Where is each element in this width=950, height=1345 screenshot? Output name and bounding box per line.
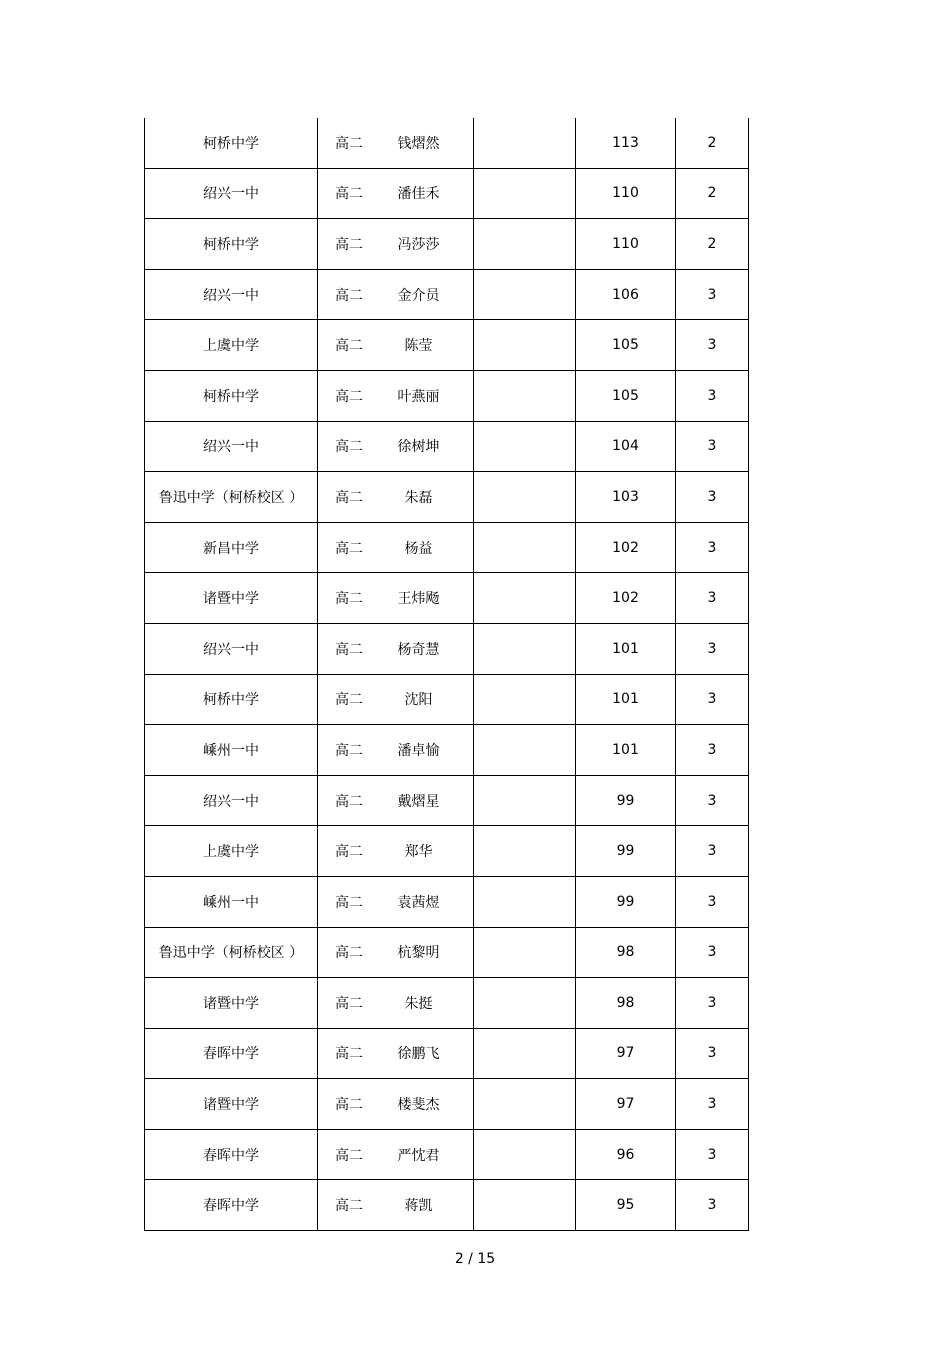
level-cell: 3 [676,1129,749,1180]
blank-cell [474,927,576,978]
school-cell: 春晖中学 [145,1028,318,1079]
table-row [145,1129,749,1180]
table-row [145,1079,749,1130]
grade-text: 高二 [335,439,363,456]
page-number: 2 / 15 [454,1251,496,1267]
level-cell: 3 [676,978,749,1029]
level-cell: 3 [676,876,749,927]
grade-name-cell [318,1129,474,1180]
grade-name-cell [318,219,474,270]
blank-cell [474,573,576,624]
grade-name-cell [318,421,474,472]
grade-name-cell [318,725,474,776]
grade-text: 高二 [335,388,363,405]
score-cell: 99 [576,775,676,826]
grade-text: 高二 [335,995,363,1012]
score-cell: 98 [576,927,676,978]
blank-cell [474,775,576,826]
grade-name-cell [318,1028,474,1079]
grade-name-cell [318,978,474,1029]
grade-name-cell [318,775,474,826]
table-row [145,320,749,371]
blank-cell [474,168,576,219]
student-name: 王炜飏 [397,591,440,608]
table-row [145,1028,749,1079]
grade-name-cell [318,1079,474,1130]
blank-cell [474,1079,576,1130]
blank-cell [474,1129,576,1180]
school-cell: 柯桥中学 [145,219,318,270]
school-cell: 柯桥中学 [145,370,318,421]
level-cell: 3 [676,725,749,776]
table-row [145,219,749,270]
score-cell: 97 [576,1028,676,1079]
table-row [145,725,749,776]
student-name: 金介员 [397,287,440,304]
school-cell: 春晖中学 [145,1129,318,1180]
score-cell: 96 [576,1129,676,1180]
school-cell: 鲁迅中学（柯桥校区 ） [145,927,318,978]
grade-text: 高二 [335,692,363,709]
school-cell: 嵊州一中 [145,876,318,927]
table-row [145,876,749,927]
table-body [145,118,749,1231]
school-cell: 绍兴一中 [145,775,318,826]
table-row [145,573,749,624]
table-row [145,269,749,320]
level-cell: 3 [676,1079,749,1130]
blank-cell [474,725,576,776]
level-cell: 3 [676,370,749,421]
level-cell: 3 [676,472,749,523]
student-name: 叶燕丽 [397,388,440,405]
school-cell: 嵊州一中 [145,725,318,776]
school-cell: 绍兴一中 [145,623,318,674]
grade-name-cell [318,674,474,725]
score-cell: 99 [576,876,676,927]
student-name: 朱挺 [404,995,433,1012]
student-name: 钱熠然 [397,135,440,152]
grade-text: 高二 [335,186,363,203]
table-row [145,978,749,1029]
level-cell: 3 [676,522,749,573]
score-cell: 102 [576,573,676,624]
school-cell: 新昌中学 [145,522,318,573]
grade-text: 高二 [335,742,363,759]
grade-text: 高二 [335,135,363,152]
level-cell: 3 [676,1180,749,1231]
school-cell: 春晖中学 [145,1180,318,1231]
grade-text: 高二 [335,338,363,355]
grade-name-cell [318,370,474,421]
student-name: 徐鹏飞 [397,1046,440,1063]
student-name: 朱磊 [404,489,433,506]
table-row [145,826,749,877]
table-row [145,674,749,725]
blank-cell [474,674,576,725]
table-row [145,118,749,168]
grade-text: 高二 [335,591,363,608]
student-name: 潘佳禾 [397,186,440,203]
school-cell: 绍兴一中 [145,168,318,219]
blank-cell [474,1028,576,1079]
grade-text: 高二 [335,1147,363,1164]
school-cell: 绍兴一中 [145,269,318,320]
school-cell: 上虞中学 [145,826,318,877]
blank-cell [474,472,576,523]
grade-text: 高二 [335,1097,363,1114]
blank-cell [474,421,576,472]
grade-text: 高二 [335,793,363,810]
level-cell: 3 [676,269,749,320]
score-cell: 98 [576,978,676,1029]
grade-name-cell [318,876,474,927]
student-name: 袁茜煜 [397,894,440,911]
grade-name-cell [318,118,474,168]
grade-text: 高二 [335,1198,363,1215]
score-cell: 95 [576,1180,676,1231]
grade-text: 高二 [335,540,363,557]
grade-text: 高二 [335,1046,363,1063]
student-name: 郑华 [404,844,433,861]
grade-text: 高二 [335,894,363,911]
table-row [145,623,749,674]
grade-name-cell [318,269,474,320]
grade-text: 高二 [335,641,363,658]
blank-cell [474,370,576,421]
level-cell: 3 [676,674,749,725]
grade-text: 高二 [335,945,363,962]
score-cell: 101 [576,725,676,776]
table-row [145,522,749,573]
table-row [145,421,749,472]
level-cell: 3 [676,573,749,624]
results-table [144,118,749,1231]
blank-cell [474,118,576,168]
grade-name-cell [318,623,474,674]
grade-name-cell [318,320,474,371]
school-cell: 诸暨中学 [145,573,318,624]
blank-cell [474,219,576,270]
student-name: 戴熠星 [397,793,440,810]
level-cell: 3 [676,421,749,472]
level-cell: 3 [676,927,749,978]
school-cell: 诸暨中学 [145,1079,318,1130]
table-row [145,1180,749,1231]
student-name: 蒋凯 [404,1198,433,1215]
table-row [145,472,749,523]
grade-text: 高二 [335,287,363,304]
grade-name-cell [318,472,474,523]
blank-cell [474,876,576,927]
student-name: 楼斐杰 [397,1097,440,1114]
score-cell: 104 [576,421,676,472]
school-cell: 上虞中学 [145,320,318,371]
school-cell: 诸暨中学 [145,978,318,1029]
grade-name-cell [318,573,474,624]
score-cell: 101 [576,623,676,674]
school-cell: 绍兴一中 [145,421,318,472]
blank-cell [474,320,576,371]
table-row [145,927,749,978]
score-cell: 110 [576,168,676,219]
score-cell: 110 [576,219,676,270]
blank-cell [474,623,576,674]
score-cell: 97 [576,1079,676,1130]
score-cell: 101 [576,674,676,725]
grade-text: 高二 [335,236,363,253]
student-name: 陈莹 [404,338,433,355]
grade-name-cell [318,1180,474,1231]
student-name: 杨益 [404,540,433,557]
blank-cell [474,269,576,320]
blank-cell [474,522,576,573]
student-name: 杭黎明 [397,945,440,962]
level-cell: 2 [676,118,749,168]
level-cell: 3 [676,1028,749,1079]
level-cell: 2 [676,168,749,219]
student-name: 杨奇慧 [397,641,440,658]
score-cell: 113 [576,118,676,168]
score-cell: 99 [576,826,676,877]
grade-name-cell [318,522,474,573]
student-name: 严忱君 [397,1147,440,1164]
table-row [145,370,749,421]
score-cell: 102 [576,522,676,573]
school-cell: 柯桥中学 [145,118,318,168]
grade-text: 高二 [335,844,363,861]
grade-name-cell [318,168,474,219]
school-cell: 鲁迅中学（柯桥校区 ） [145,472,318,523]
grade-text: 高二 [335,489,363,506]
level-cell: 2 [676,219,749,270]
level-cell: 3 [676,775,749,826]
student-name: 潘卓愉 [397,742,440,759]
student-name: 沈阳 [404,692,433,709]
student-name: 冯莎莎 [397,236,440,253]
score-cell: 105 [576,320,676,371]
school-cell: 柯桥中学 [145,674,318,725]
student-name: 徐树坤 [397,439,440,456]
score-cell: 105 [576,370,676,421]
score-cell: 103 [576,472,676,523]
table-row [145,775,749,826]
blank-cell [474,978,576,1029]
blank-cell [474,826,576,877]
level-cell: 3 [676,826,749,877]
grade-name-cell [318,927,474,978]
grade-name-cell [318,826,474,877]
level-cell: 3 [676,320,749,371]
table-row [145,168,749,219]
score-cell: 106 [576,269,676,320]
blank-cell [474,1180,576,1231]
level-cell: 3 [676,623,749,674]
